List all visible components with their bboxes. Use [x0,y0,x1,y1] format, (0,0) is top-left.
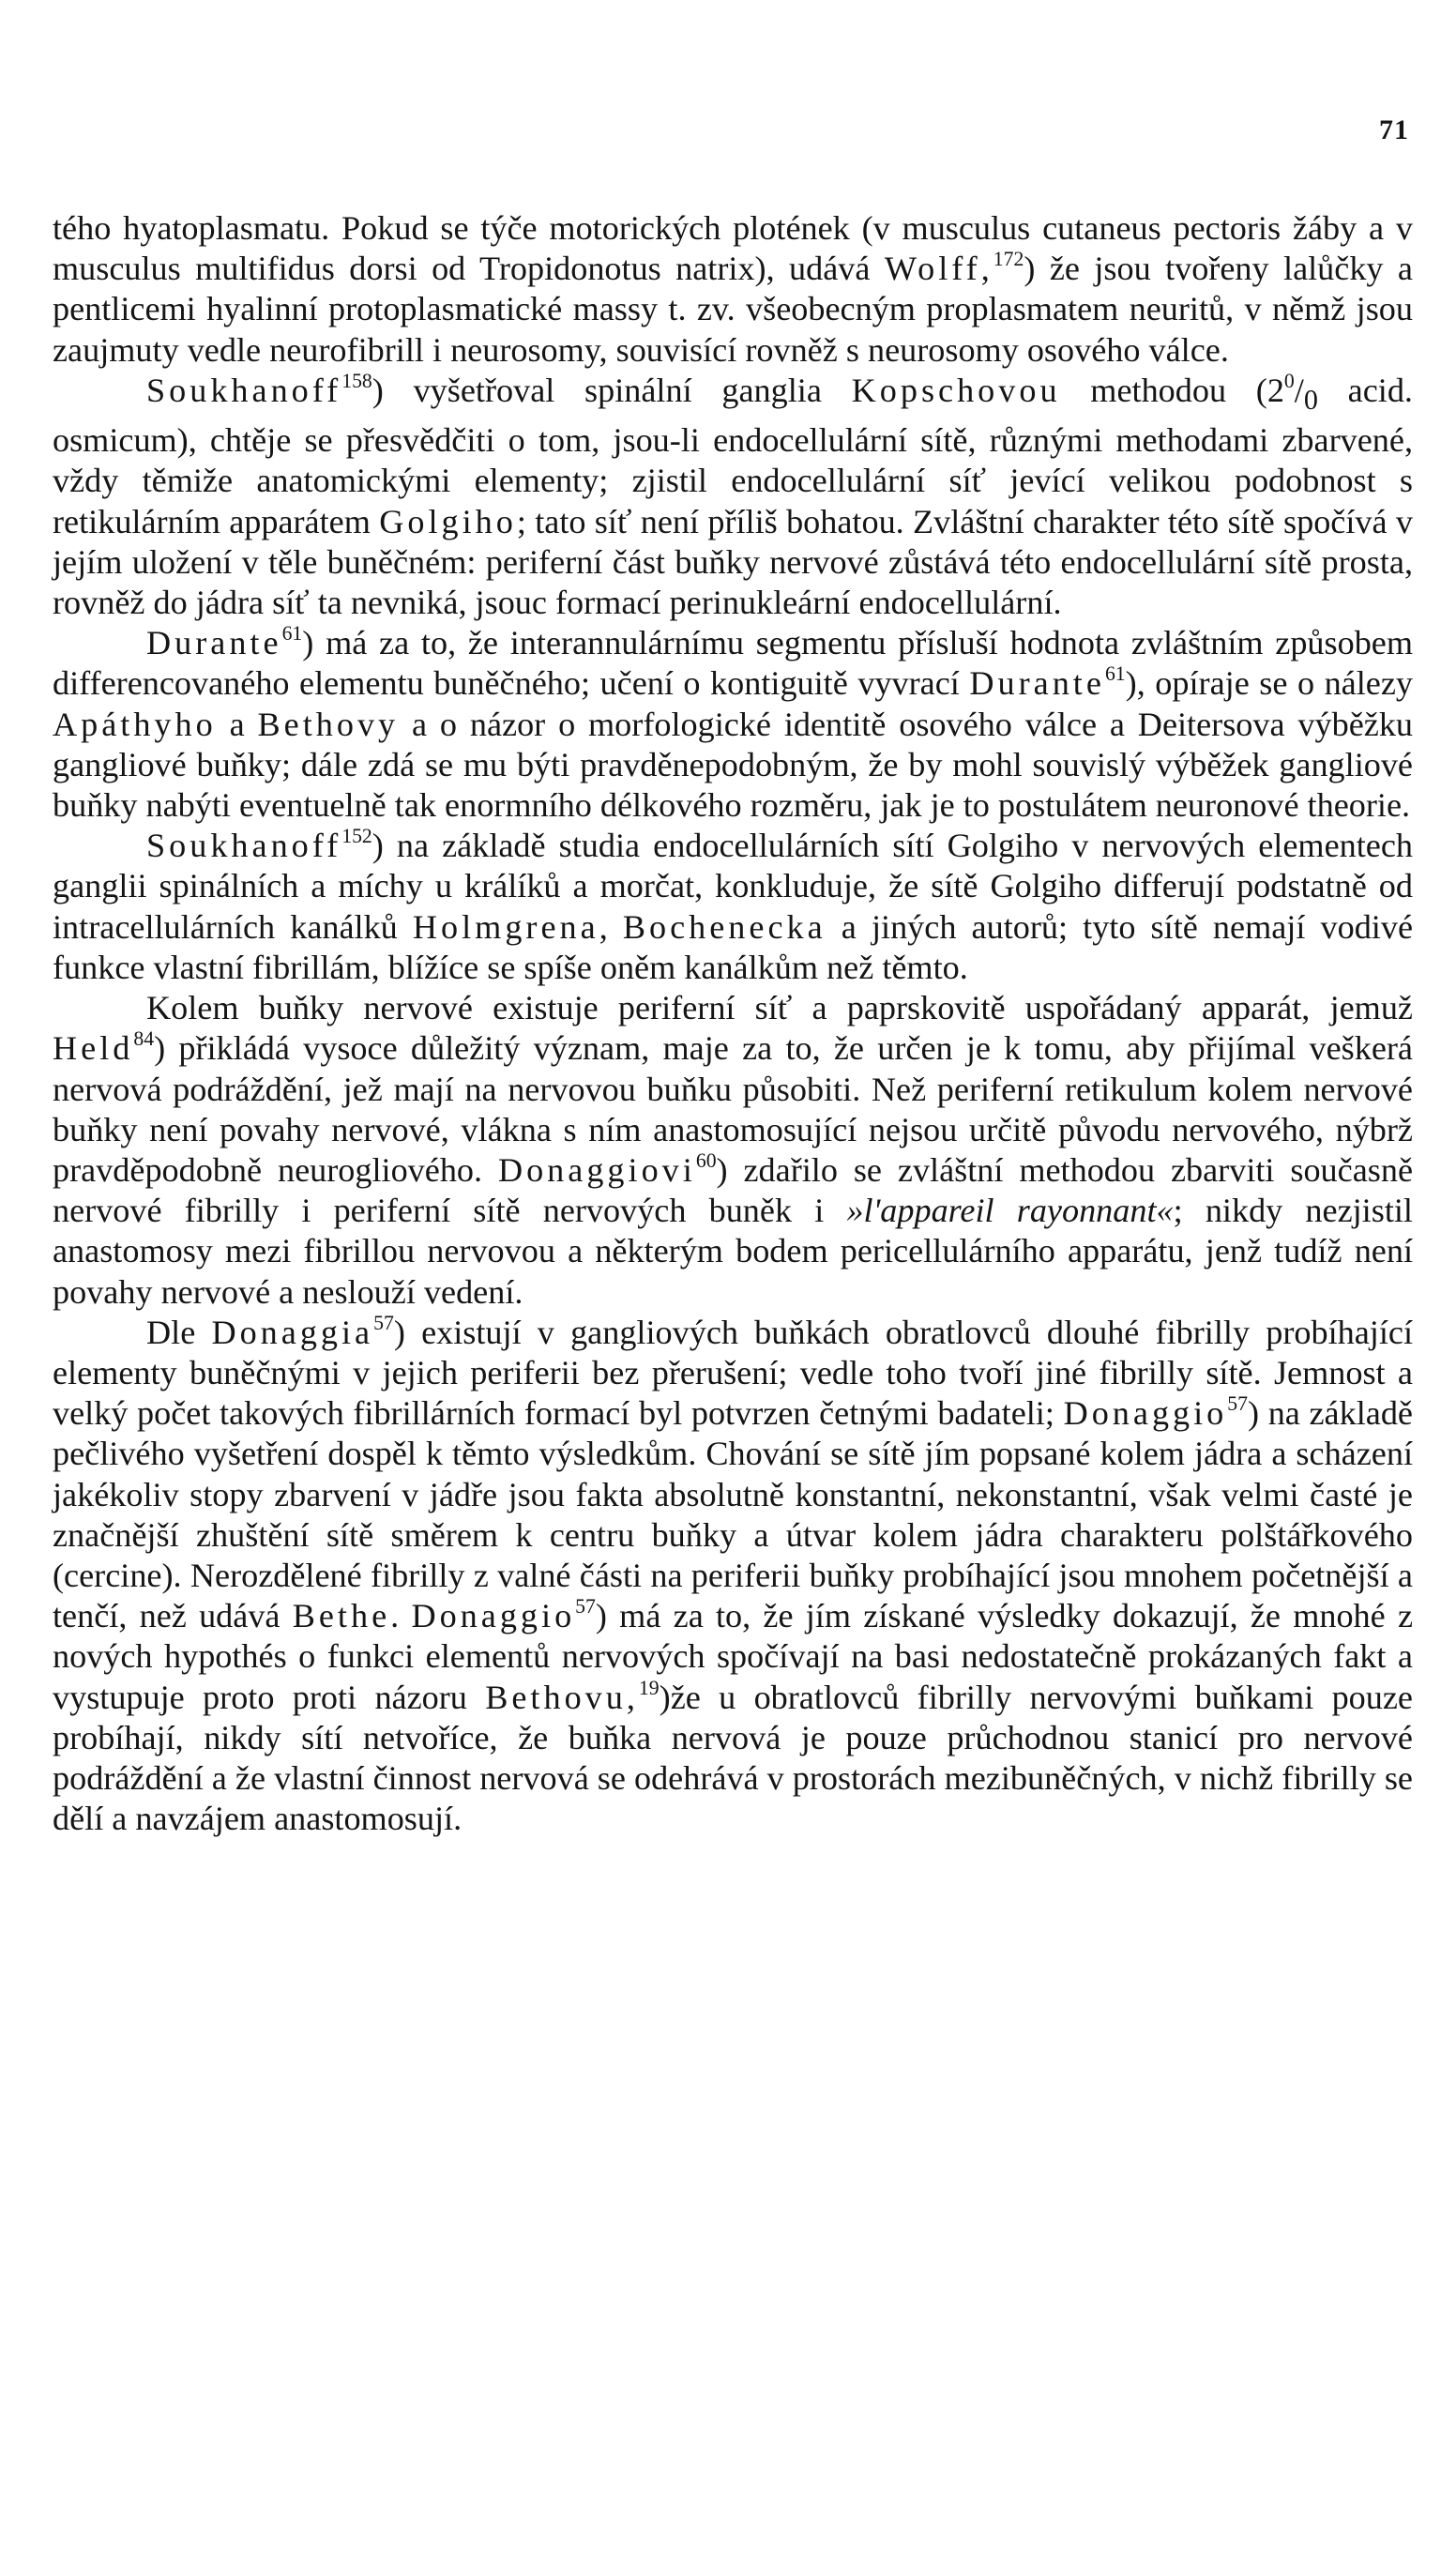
text-run: Kolem buňky nervové existuje periferní síť a paprskovitě uspořádaný apparát, jemuž [146,989,1413,1027]
text-run: ; nikdy nezjistil anastomosy mezi fibrillou nervovou a některým bodem pericellulárního apparátu, jenž tudíž není povahy nervové a neslouží vedení. [53,1192,1413,1311]
body-text [53,208,1413,1839]
footnote-ref: 19 [638,1676,660,1699]
text-run: ) existují v gangliových buňkách obratlovců dlouhé fibrilly probíhající elementy buněčnými v jejich periferii bez přerušení; vedle toho tvoří jiné fibrilly sítě. Jemnost a velký počet takových fibrillárních formací byl potvrzen četnými badateli; [53,1313,1414,1433]
footnote-ref: 61 [1104,662,1126,686]
text-run: a jiných autorů; tyto sítě nemají vodivé funkce vlastní fibrillám, blížíce se spíše oněm kanálkům než těmto. [53,907,1414,986]
footnote-ref: 84 [133,1027,155,1051]
footnote-ref: 61 [281,622,303,646]
text-run: ), opíraje se o nálezy [1125,664,1414,703]
author-name: Apáthyho [53,705,217,743]
text-run: Dle [146,1313,212,1351]
footnote-ref: 0 [1283,369,1295,392]
text-run: ) má za to, že interannulárnímu segmentu přísluší hodnota zvláštním způsobem differencovaného elementu buněčného; učení o kontiguitě vyvrací [53,624,1413,703]
paragraph [53,208,1413,371]
footnote-ref: 60 [695,1148,717,1172]
text-run: , [599,907,623,946]
author-name: Golgiho [379,502,517,540]
author-name: Bethovu, [485,1678,639,1716]
text-run: ) přikládá vysoce důležitý význam, maje za to, že určen je k tomu, aby přijímal veškerá nervová podráždění, jež mají na nervovou buňku působiti. Než periferní retikulum kolem nervové buňky není povahy nervové, vlákna s ním anastomosující nejsou určitě původu nervového, nýbrž pravděpodobně neurogliového. [53,1029,1413,1189]
paragraph [53,371,1413,623]
subscript: 0 [1303,384,1318,417]
text-run: ; tato síť není příliš bohatou. Zvláštní charakter této sítě spočívá v jejím uložení v těle buněčném: periferní část buňky nervové zůstává této endocellulární sítě prosta, rovněž do jádra síť ta nevniká, jsouc formací perinukleární endocellulární. [53,502,1413,622]
footnote-ref: 158 [341,369,372,392]
author-name: Kopschovou [851,371,1061,409]
text-run: . [390,1597,412,1635]
author-name: Donaggio [1063,1394,1228,1433]
author-name: Durante [969,664,1105,703]
author-name: Donaggia [211,1313,374,1351]
paragraph [53,623,1413,826]
text-run: methodou (2 [1060,371,1284,409]
text-run: a o názor o morfologické identitě osového válce a Deitersova výběžku gangliové buňky; dále zdá se mu býti pravděnepodobným, že by mohl souvislý výběžek gangliové buňky nabýti eventuelně tak enormního délkového rozměru, jak je to postulátem neuronové theorie. [53,705,1414,825]
text-run: ) na základě pečlivého vyšetření dospěl k těmto výsledkům. Chování se sítě jím popsané kolem jádra a scházení jakékoliv stopy zbarvení v jádře jsou fakta absolutně konstantní, nekonstantní, však velmi časté je značnější zhuštění sítě směrem k centru buňky a útvar kolem jádra charakteru polštářkového (cercine). Nerozdělené fibrilly z valné části na periferii buňky probíhající jsou mnohem početnější a tenčí, než udává [53,1394,1413,1635]
text-run: tého hyatoplasmatu. Pokud se týče motorických plotének (v musculus cutaneus pectoris žáby a v musculus multifidus dorsi od Tropidonotus natrix), udává [53,209,1413,288]
author-name: Wolff, [884,250,993,288]
author-name: Soukhanoff [146,827,342,865]
author-name: Held [53,1029,134,1068]
page-number: 71 [1379,114,1409,145]
italic-phrase: »l'appareil rayonnant« [846,1192,1174,1230]
text-run: ) že jsou tvořeny lalůčky a pentlicemi hyalinní protoplasmatické massy t. zv. všeobecným proplasmatem neuritů, v němž jsou zaujmuty vedle neurofibrill i neurosomy, souvisící rovněž s neurosomy osového válce. [53,250,1413,369]
author-name: Bethovy [257,705,400,743]
author-name: Durante [146,624,282,662]
text-run: a [216,705,258,743]
text-run: ) na základě studia endocellulárních sítí Golgiho v nervových elementech ganglii spinálních a míchy u králíků a morčat, konkluduje, že sítě Golgiho differují podstatně od intracellulárních kanálků [53,827,1413,946]
paragraph [53,988,1413,1313]
footnote-ref: 57 [1227,1391,1248,1415]
author-name: Donaggiovi [497,1150,696,1189]
author-name: Holmgrena [412,907,599,946]
text-run: / [1294,371,1304,409]
footnote-ref: 57 [373,1311,394,1334]
footnote-ref: 172 [993,248,1024,270]
author-name: Bochenecka [622,907,827,946]
footnote-ref: 57 [575,1594,596,1618]
author-name: Donaggio [411,1597,576,1635]
paragraph [53,826,1413,988]
author-name: Bethe [292,1597,391,1635]
text-run: ) má za to, že jím získané výsledky dokazují, že mnohé z nových hypothés o funkci elementů nervových spočívají na basi nedostatečně prokázaných fakt a vystupuje proto proti názoru [53,1597,1414,1716]
paragraph [53,1313,1413,1840]
author-name: Soukhanoff [146,371,342,409]
text-run: ) vyšetřoval spinální ganglia [372,371,852,409]
footnote-ref: 152 [341,825,372,848]
text-run: ) zdařilo se zvláštní methodou zbarviti současně nervové fibrilly i periferní sítě nervových buněk i [53,1150,1413,1230]
text-run: )že u obratlovců fibrilly nervovými buňkami pouze probíhají, nikdy sítí netvoříce, že buňka nervová je pouze průchodnou stanicí pro nervové podráždění a že vlastní činnost nervová se odehrává v prostorách mezibuněčných, v nichž fibrilly se dělí a navzájem anastomosují. [53,1678,1413,1838]
text-run: acid. osmicum), chtěje se přesvědčiti o tom, jsou-li endocellulární sítě, různými methodami zbarvené, vždy těmiže anatomickými elementy; zjistil endocellulární síť jevící velikou podobnost s retikulárním apparátem [53,371,1413,540]
